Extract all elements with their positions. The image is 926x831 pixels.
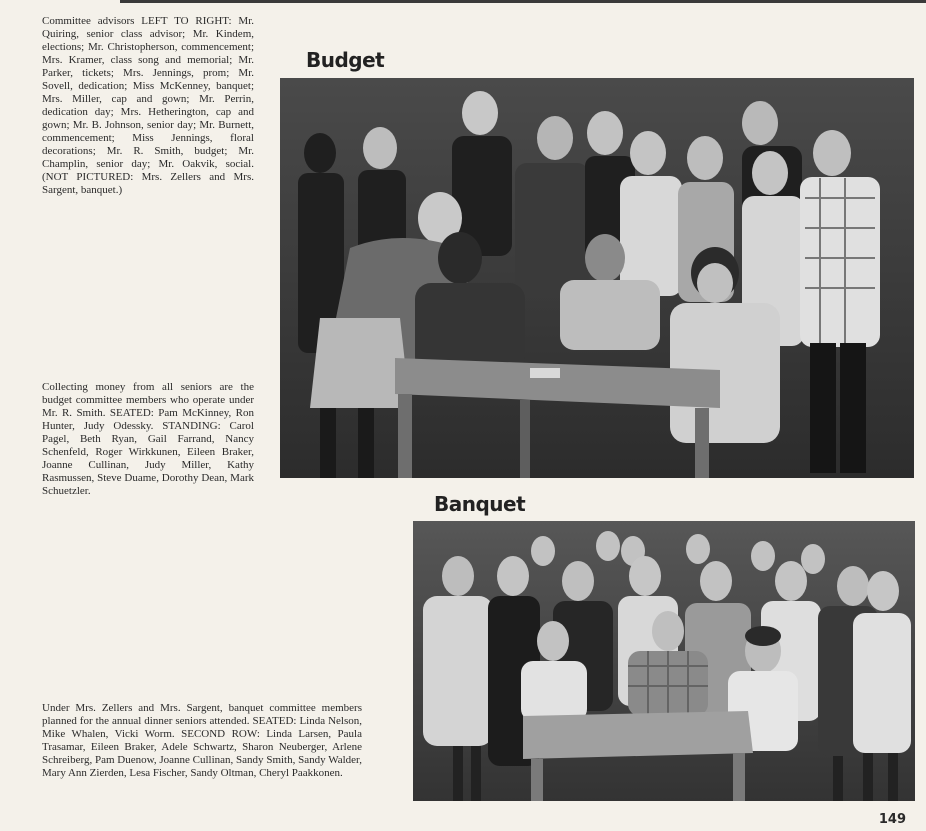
banquet-photo — [413, 521, 915, 801]
banquet-heading: Banquet — [434, 492, 526, 516]
top-rule — [120, 0, 926, 3]
budget-photo-illustration — [280, 78, 914, 478]
banquet-photo-illustration — [413, 521, 915, 801]
budget-caption: Collecting money from all seniors are the budget committee members who operate under Mr. R. Smith. SEATED: Pam McKinney, Ron Hunter, Judy Odessky. STANDING: Carol Pagel, Beth Ryan, Gail Farrand, Nancy Schenfeld, Roger Wirkkunen, Eileen Braker, Joanne Cullinan, Judy Miller, Kathy Rasmussen, Steve Duame, Dorothy Dean, Mark Schuetzler. — [42, 381, 254, 497]
budget-photo — [280, 78, 914, 478]
page-number: 149 — [878, 812, 906, 827]
budget-heading: Budget — [306, 48, 385, 72]
advisors-caption: Committee advisors LEFT TO RIGHT: Mr. Quiring, senior class advisor; Mr. Kindem, elections; Mr. Christopherson, commencement; Mrs. Kramer, class song and memorial; Mr. Parker, tickets; Mrs. Jennings, prom; Mr. Sovell, dedication; Miss McKenney, banquet; Mrs. Miller, cap and gown; Mr. Perrin, dedication day; Mrs. Hetherington, cap and gown; Mr. B. Johnson, senior day; Mr. Burnett, commencement; Miss Jennings, floral decorations; Mr. R. Smith, budget; Mr. Champlin, senior day; Mr. Oakvik, social. (NOT PICTURED: Mrs. Zellers and Mrs. Sargent, banquet.) — [42, 15, 254, 196]
banquet-caption: Under Mrs. Zellers and Mrs. Sargent, banquet committee members planned for the annual dinner seniors attended. SEATED: Linda Nelson, Mike Whalen, Vicki Worm. SECOND ROW: Linda Larsen, Paula Trasamar, Eileen Braker, Adele Schwartz, Sharon Neuberger, Arlene Schreiberg, Pam Duenow, Joanne Cullinan, Sandy Smith, Sandy Walder, Mary Ann Zierden, Lesa Fischer, Sandy Oltman, Cheryl Paakkonen. — [42, 702, 362, 779]
